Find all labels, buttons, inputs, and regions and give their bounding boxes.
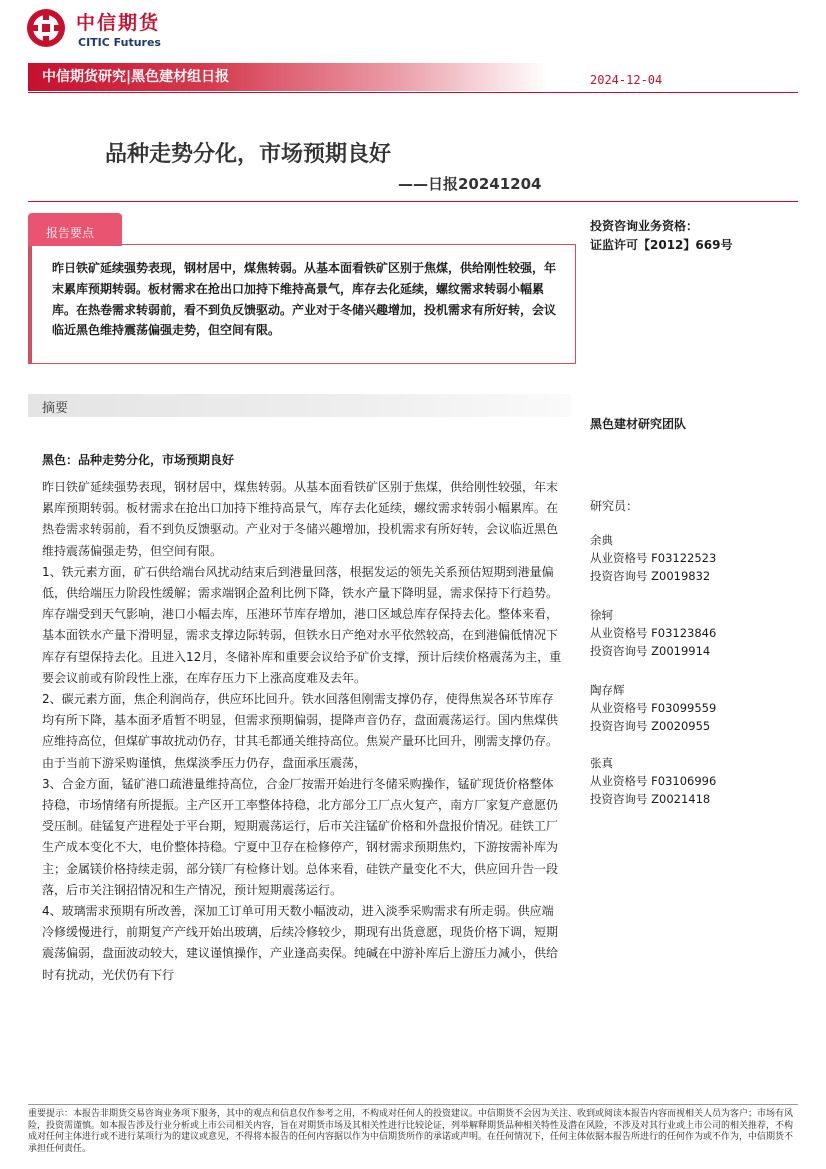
- body-paragraph: 4、玻璃需求预期有所改善，深加工订单可用天数小幅波动，进入淡季采购需求有所走弱。供应端冷修缓慢进行，前期复产产线开始出玻璃，后续冷修较少，期现有出货意愿，现货价格下调，短期震荡偏弱，盘面波动较大，建议谨慎操作，产业逢高卖保。纯碱在中游补库后上游压力减小，供给时有扰动，光伏仍有下行: [42, 904, 559, 982]
- body-paragraph: 1、铁元素方面，矿石供给端台风扰动结束后到港量回落，根据发运的领先关系预估短期到港量偏低，供给端压力阶段性缓解；需求端钢企盈利比例下降，铁水产量下降明显，需求保持下行趋势。库存端受到天气影响，港口小幅去库，压港环节库存增加，港口区域总库存保持去化。整体来看，基本面铁水产量下滑明显，需求支撑边际转弱，但铁水日产绝对水平依然较高，在到港偏低情况下库存有望保持去化。且进入12月，冬储补库和重要会议给予矿价支撑，预计后续价格震荡为主，重要会议前或有阶段性上涨，在库存压力下上涨高度难及去年。: [42, 564, 562, 685]
- header-divider: [28, 92, 798, 93]
- report-title: 品种走势分化，市场预期良好: [105, 142, 392, 167]
- qualification-line-2: 证监许可【2012】669号: [590, 238, 733, 252]
- researcher-card: [590, 681, 716, 735]
- key-points-text: 昨日铁矿延续强势表现，钢材居中，煤焦转弱。从基本面看铁矿区别于焦煤，供给刚性较强，年末累库预期转弱。板材需求在抢出口加持下维持高景气，库存去化延续，螺纹需求转弱小幅累库。在热卷需求转弱前，看不到负反馈驱动。产业对于冬储兴趣增加，投机需求有所好转，会议临近黑色维持震荡偏强走势，但空间有限。: [52, 261, 557, 338]
- researcher-cert: 从业资格号 F03106996: [590, 774, 717, 788]
- body-paragraph: 昨日铁矿延续强势表现，钢材居中，煤焦转弱。从基本面看铁矿区别于焦煤，供给刚性较强，年末累库预期转弱。板材需求在抢出口加持下维持高景气，库存去化延续，螺纹需求转弱小幅累库。在热卷需求转弱前，看不到负反馈驱动。产业对于冬储兴趣增加，投机需求有所好转，会议临近黑色维持震荡偏强走势，但空间有限。: [42, 480, 559, 558]
- footer-divider: [28, 1104, 798, 1105]
- title-divider: [28, 201, 798, 202]
- key-points-label: 报告要点: [46, 226, 95, 240]
- researcher-cert: 从业资格号 F03123846: [590, 626, 717, 640]
- researcher-card: [590, 606, 716, 660]
- disclaimer-text: 重要提示：本报告非期货交易咨询业务项下服务，其中的观点和信息仅作参考之用，不构成对任何人的投资建议。中信期货不会因为关注、收到或阅读本报告内容而视相关人员为客户；市场有风险，投资需谨慎。如本报告涉及行业分析或上市公司相关内容，旨在对期货市场及其相关性进行比较论证，列举解释期货品种相关特性及潜在风险，不涉及对其行业或上市公司的相关推荐，不构成对任何主体进行或不进行某项行为的建议或意见，不得将本报告的任何内容据以作为中信期货所作的承诺或声明。在任何情况下，任何主体依据本报告所进行的任何作为或不作为，中信期货不承担任何责任。: [28, 1109, 794, 1154]
- researcher-name: 张真: [590, 756, 613, 770]
- abstract-body: [42, 477, 562, 986]
- logo-chinese-name: 中信期货: [76, 12, 161, 34]
- report-subtitle: ——日报20241204: [398, 175, 542, 193]
- logo-english-name: CITIC Futures: [78, 36, 161, 49]
- researcher-advisory: 投资咨询号 Z0019914: [590, 644, 711, 658]
- researcher-advisory: 投资咨询号 Z0021418: [590, 792, 711, 806]
- qualification-line-1: 投资咨询业务资格：: [590, 219, 699, 233]
- body-paragraph: 3、合金方面，锰矿港口疏港量维持高位，合金厂按需开始进行冬储采购操作，锰矿现货价格整体持稳，市场情绪有所提振。主产区开工率整体持稳，北方部分工厂点火复产，南方厂家复产意愿仍受压制。硅锰复产进程处于平台期，短期震荡运行，后市关注锰矿价格和外盘报价情况。硅铁工厂生产成本变化不大，电价整体持稳。宁夏中卫存在检修停产，钢材需求预期焦灼，下游按需补库为主；金属镁价格持续走弱，部分镁厂有检修计划。总体来看，硅铁产量变化不大，供应回升告一段落，后市关注钢招情况和生产情况，预计短期震荡运行。: [42, 776, 559, 897]
- researcher-cert: 从业资格号 F03122523: [590, 551, 717, 565]
- researcher-cert: 从业资格号 F03099559: [590, 701, 717, 715]
- researcher-advisory: 投资咨询号 Z0019832: [590, 569, 711, 583]
- researcher-card: [590, 754, 716, 808]
- researcher-name: 徐轲: [590, 608, 613, 622]
- abstract-label: 摘要: [42, 401, 69, 416]
- banner-title: 中信期货研究|黑色建材组日报: [42, 69, 230, 85]
- citic-logo-icon: [26, 8, 66, 48]
- researcher-name: 余典: [590, 533, 613, 547]
- team-name: 黑色建材研究团队: [590, 417, 687, 431]
- researcher-card: [590, 531, 716, 585]
- report-date: 2024-12-04: [590, 73, 663, 87]
- qualification-info: [590, 217, 732, 255]
- researcher-advisory: 投资咨询号 Z0020955: [590, 719, 711, 733]
- researchers-label: 研究员：: [590, 499, 639, 513]
- researcher-name: 陶存辉: [590, 683, 625, 697]
- section-heading: 黑色：品种走势分化，市场预期良好: [42, 453, 235, 467]
- abstract-bar: [28, 394, 571, 417]
- body-paragraph: 2、碳元素方面，焦企利润尚存，供应环比回升。铁水回落但刚需支撑仍存，使得焦炭各环节库存均有所下降，基本面矛盾暂不明显，但需求预期偏弱，提降声音仍存，盘面震荡运行。国内焦煤供应维持高位，但煤矿事故扰动仍存，甘其毛都通关维持高位。焦炭产量环比回升，刚需支撑仍存。由于当前下游采购谨慎，焦煤淡季压力仍存，盘面承压震荡，: [42, 692, 559, 770]
